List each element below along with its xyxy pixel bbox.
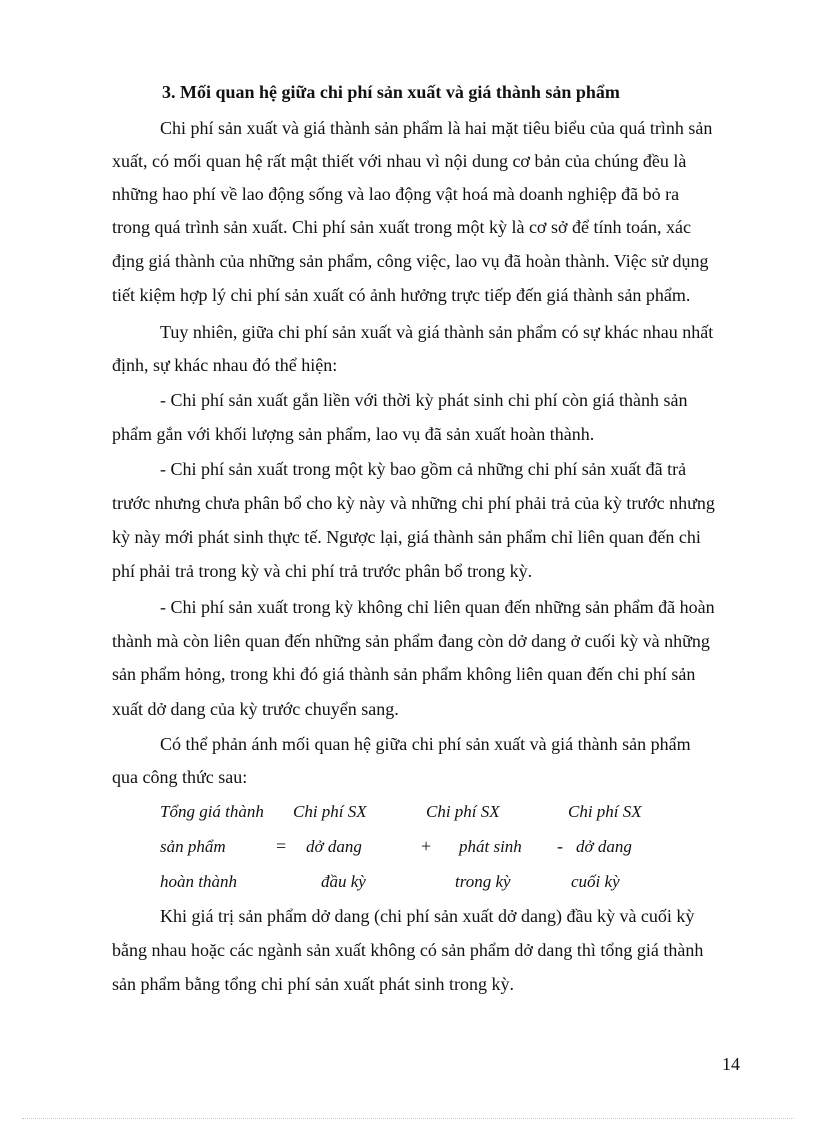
paragraph-1-line-4: trong quá trình sản xuất. Chi phí sản xuất trong một kỳ là cơ sở để tính toán, xác — [112, 217, 691, 237]
bullet-3-line-2: thành mà còn liên quan đến những sản phẩm đang còn dở dang ở cuối kỳ và những — [112, 631, 710, 651]
formula-term3-line-1: Chi phí SX — [568, 802, 642, 821]
bullet-2-line-4: phí phải trả trong kỳ và chi phí trả trước phân bổ trong kỳ. — [112, 561, 533, 581]
paragraph-3-line-2: qua công thức sau: — [112, 767, 248, 787]
formula-term2-line-3: trong kỳ — [455, 872, 511, 891]
paragraph-1-line-6: tiết kiệm hợp lý chi phí sản xuất có ảnh hưởng trực tiếp đến giá thành sản phẩm. — [112, 285, 691, 305]
section-heading: 3. Mối quan hệ giữa chi phí sản xuất và giá thành sản phẩm — [162, 82, 620, 102]
formula-term2-line-1: Chi phí SX — [426, 802, 500, 821]
bullet-3-line-3: sản phẩm hỏng, trong khi đó giá thành sản phẩm không liên quan đến chi phí sản — [112, 664, 696, 684]
formula-term2-line-2: phát sinh — [459, 837, 522, 856]
paragraph-2-line-1: Tuy nhiên, giữa chi phí sản xuất và giá thành sản phẩm có sự khác nhau nhất — [160, 322, 714, 342]
bullet-2-line-3: kỳ này mới phát sinh thực tế. Ngược lại, giá thành sản phẩm chỉ liên quan đến chi — [112, 527, 701, 547]
formula-term1-line-2: dở dang — [306, 837, 362, 856]
formula-term1-line-1: Chi phí SX — [293, 802, 367, 821]
paragraph-4-line-1: Khi giá trị sản phẩm dở dang (chi phí sản xuất dở dang) đầu kỳ và cuối kỳ — [160, 906, 695, 926]
formula-term3-line-2: dở dang — [576, 837, 632, 856]
formula-term3-line-3: cuối kỳ — [571, 872, 620, 891]
paragraph-4-line-2: bằng nhau hoặc các ngành sản xuất không có sản phẩm dở dang thì tổng giá thành — [112, 940, 704, 960]
formula-lhs-line-1: Tổng giá thành — [160, 802, 264, 821]
bullet-3-line-4: xuất dở dang của kỳ trước chuyển sang. — [112, 699, 399, 719]
paragraph-4-line-3: sản phẩm bằng tổng chi phí sản xuất phát sinh trong kỳ. — [112, 974, 514, 994]
paragraph-1-line-2: xuất, có mối quan hệ rất mật thiết với nhau vì nội dung cơ bản của chúng đều là — [112, 151, 687, 171]
formula-equals: = — [276, 836, 287, 856]
paragraph-1-line-1: Chi phí sản xuất và giá thành sản phẩm là hai mặt tiêu biểu của quá trình sản — [160, 118, 713, 138]
paragraph-1-line-3: những hao phí về lao động sống và lao động vật hoá mà doanh nghiệp đã bỏ ra — [112, 184, 680, 204]
bullet-2-line-2: trước nhưng chưa phân bổ cho kỳ này và những chi phí phải trả của kỳ trước nhưng — [112, 493, 715, 513]
bullet-1-line-1: - Chi phí sản xuất gắn liền với thời kỳ phát sinh chi phí còn giá thành sản — [160, 390, 688, 410]
page-number: 14 — [722, 1054, 740, 1074]
paragraph-3-line-1: Có thể phản ánh mối quan hệ giữa chi phí sản xuất và giá thành sản phẩm — [160, 734, 691, 754]
page-bottom-divider — [22, 1118, 794, 1119]
formula-lhs-line-3: hoàn thành — [160, 872, 237, 891]
formula-minus: - — [557, 836, 563, 856]
bullet-3-line-1: - Chi phí sản xuất trong kỳ không chỉ liên quan đến những sản phẩm đã hoàn — [160, 597, 715, 617]
paragraph-1-line-5: địng giá thành của những sản phẩm, công việc, lao vụ đã hoàn thành. Việc sử dụng — [112, 251, 709, 271]
formula-lhs-line-2: sản phẩm — [160, 837, 226, 856]
formula-plus: + — [421, 836, 432, 856]
bullet-1-line-2: phẩm gắn với khối lượng sản phẩm, lao vụ đã sản xuất hoàn thành. — [112, 424, 595, 444]
bullet-2-line-1: - Chi phí sản xuất trong một kỳ bao gồm cả những chi phí sản xuất đã trả — [160, 459, 687, 479]
paragraph-2-line-2: định, sự khác nhau đó thể hiện: — [112, 355, 338, 375]
formula-term1-line-3: đầu kỳ — [321, 872, 366, 891]
